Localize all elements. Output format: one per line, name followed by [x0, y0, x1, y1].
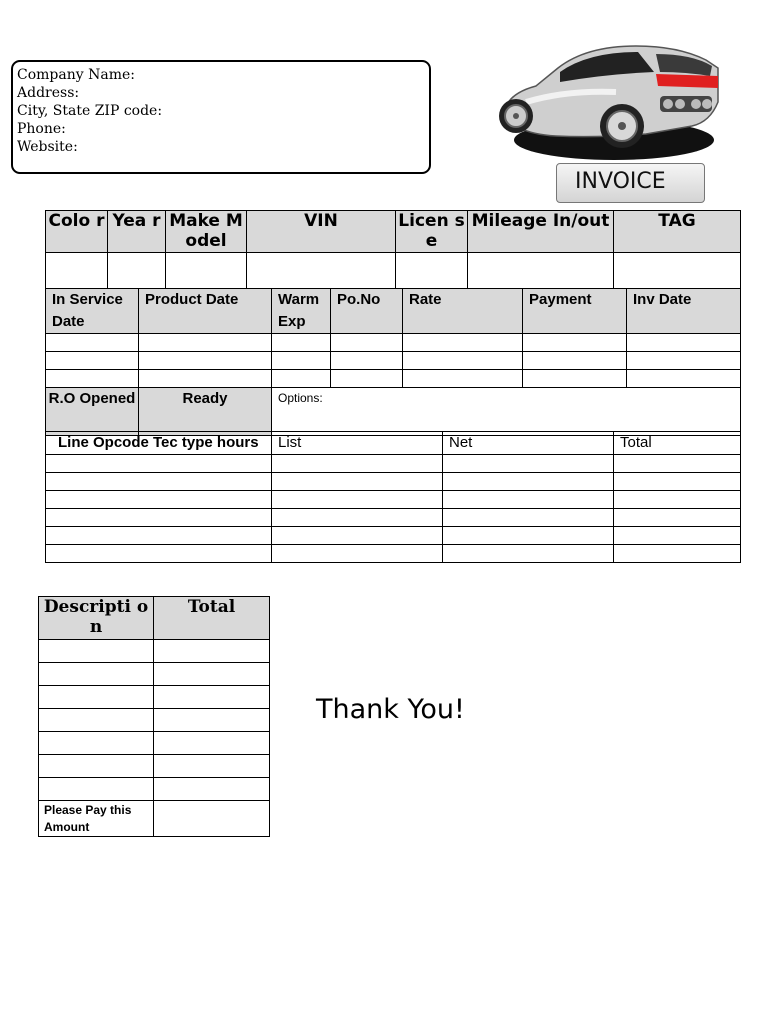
table-cell[interactable] [614, 455, 741, 473]
table-cell[interactable] [39, 778, 154, 801]
ro-table [45, 387, 741, 436]
table-cell[interactable] [39, 709, 154, 732]
total-header: Total [154, 597, 270, 640]
table-cell[interactable] [614, 545, 741, 563]
table-cell[interactable] [46, 253, 108, 289]
sports-car-icon [496, 42, 722, 164]
table-row [39, 801, 270, 837]
table-row [46, 388, 741, 436]
table-cell[interactable] [154, 686, 270, 709]
table-row [46, 370, 741, 388]
table-cell[interactable] [523, 352, 627, 370]
table-cell[interactable] [39, 755, 154, 778]
table-cell[interactable] [523, 334, 627, 352]
table-cell[interactable] [272, 545, 443, 563]
invoice-badge: INVOICE [556, 163, 705, 203]
ro-opened-header: R.O Opened [46, 388, 139, 436]
table-cell[interactable] [154, 640, 270, 663]
table-row [46, 253, 741, 289]
list-header: List [272, 432, 443, 455]
table-cell[interactable] [627, 370, 741, 388]
table-cell[interactable] [46, 334, 139, 352]
table-cell[interactable] [443, 491, 614, 509]
warm-exp-header: Warm Exp [272, 289, 331, 334]
table-cell[interactable] [403, 370, 523, 388]
table-cell[interactable] [46, 491, 272, 509]
table-cell[interactable] [403, 334, 523, 352]
po-no-header: Po.No [331, 289, 403, 334]
table-cell[interactable] [46, 370, 139, 388]
table-cell[interactable] [443, 527, 614, 545]
amount-due-cell[interactable] [154, 801, 270, 837]
table-row [39, 686, 270, 709]
payment-header: Payment [523, 289, 627, 334]
table-row [46, 527, 741, 545]
table-cell[interactable] [396, 253, 468, 289]
table-cell[interactable] [331, 334, 403, 352]
table-cell[interactable] [614, 527, 741, 545]
table-cell[interactable] [46, 455, 272, 473]
table-cell[interactable] [272, 370, 331, 388]
table-row [39, 709, 270, 732]
table-cell[interactable] [468, 253, 614, 289]
year-header: Yea r [108, 211, 166, 253]
table-row [46, 289, 741, 334]
table-cell[interactable] [331, 352, 403, 370]
license-header: Licen se [396, 211, 468, 253]
rate-header: Rate [403, 289, 523, 334]
table-row [46, 509, 741, 527]
company-name-label: Company Name: [17, 67, 135, 83]
table-cell[interactable] [39, 732, 154, 755]
net-header: Net [443, 432, 614, 455]
table-cell[interactable] [139, 370, 272, 388]
table-row [46, 491, 741, 509]
city-state-zip-label: City, State ZIP code: [17, 103, 163, 119]
table-cell[interactable] [272, 491, 443, 509]
table-cell[interactable] [154, 755, 270, 778]
service-info-table [45, 288, 741, 388]
table-cell[interactable] [46, 527, 272, 545]
vin-header: VIN [247, 211, 396, 253]
company-info-box [11, 60, 431, 174]
table-cell[interactable] [272, 455, 443, 473]
table-cell[interactable] [39, 663, 154, 686]
table-row [46, 432, 741, 455]
make-model-header: Make Model [166, 211, 247, 253]
table-cell[interactable] [272, 352, 331, 370]
table-row [39, 663, 270, 686]
table-cell[interactable] [272, 527, 443, 545]
table-cell[interactable] [443, 455, 614, 473]
table-row [46, 473, 741, 491]
table-cell[interactable] [523, 370, 627, 388]
labor-table [45, 431, 741, 563]
color-header: Colo r [46, 211, 108, 253]
table-cell[interactable] [614, 253, 741, 289]
table-cell[interactable] [247, 253, 396, 289]
table-cell[interactable] [46, 545, 272, 563]
table-cell[interactable] [627, 334, 741, 352]
vehicle-info-table [45, 210, 741, 289]
in-service-date-header: In Service Date [46, 289, 139, 334]
table-row [46, 352, 741, 370]
total-header: Total [614, 432, 741, 455]
table-cell[interactable] [331, 370, 403, 388]
table-cell[interactable] [272, 509, 443, 527]
table-cell[interactable] [39, 640, 154, 663]
table-row [46, 545, 741, 563]
description-total-table [38, 596, 270, 837]
table-row [39, 640, 270, 663]
thank-you-text: Thank You! [316, 694, 465, 725]
table-cell[interactable] [614, 473, 741, 491]
table-cell[interactable] [443, 473, 614, 491]
mileage-header: Mileage In/out [468, 211, 614, 253]
table-row [46, 211, 741, 253]
table-cell[interactable] [46, 352, 139, 370]
table-cell[interactable] [139, 334, 272, 352]
table-cell[interactable] [108, 253, 166, 289]
table-cell[interactable] [614, 491, 741, 509]
ready-header: Ready [139, 388, 272, 436]
table-row [39, 755, 270, 778]
tag-header: TAG [614, 211, 741, 253]
table-cell[interactable] [46, 473, 272, 491]
table-cell[interactable] [39, 686, 154, 709]
table-cell[interactable] [166, 253, 247, 289]
line-opcode-header: Line Opcode Tec type hours [46, 432, 272, 455]
table-cell[interactable] [139, 352, 272, 370]
table-cell[interactable] [443, 509, 614, 527]
table-row [39, 732, 270, 755]
table-cell[interactable] [272, 334, 331, 352]
description-header: Descripti on [39, 597, 154, 640]
table-cell[interactable] [154, 663, 270, 686]
table-row [46, 334, 741, 352]
phone-label: Phone: [17, 121, 66, 137]
table-cell[interactable] [154, 732, 270, 755]
address-label: Address: [17, 85, 80, 101]
table-row [39, 597, 270, 640]
table-row [39, 778, 270, 801]
please-pay-label: Please Pay this Amount [39, 801, 154, 837]
table-cell[interactable] [154, 778, 270, 801]
inv-date-header: Inv Date [627, 289, 741, 334]
product-date-header: Product Date [139, 289, 272, 334]
table-cell[interactable] [627, 352, 741, 370]
table-cell[interactable] [614, 509, 741, 527]
table-cell[interactable] [403, 352, 523, 370]
table-cell[interactable] [443, 545, 614, 563]
options-field[interactable]: Options: [272, 388, 741, 436]
table-row [46, 455, 741, 473]
website-label: Website: [17, 139, 78, 155]
table-cell[interactable] [46, 509, 272, 527]
table-cell[interactable] [154, 709, 270, 732]
table-cell[interactable] [272, 473, 443, 491]
